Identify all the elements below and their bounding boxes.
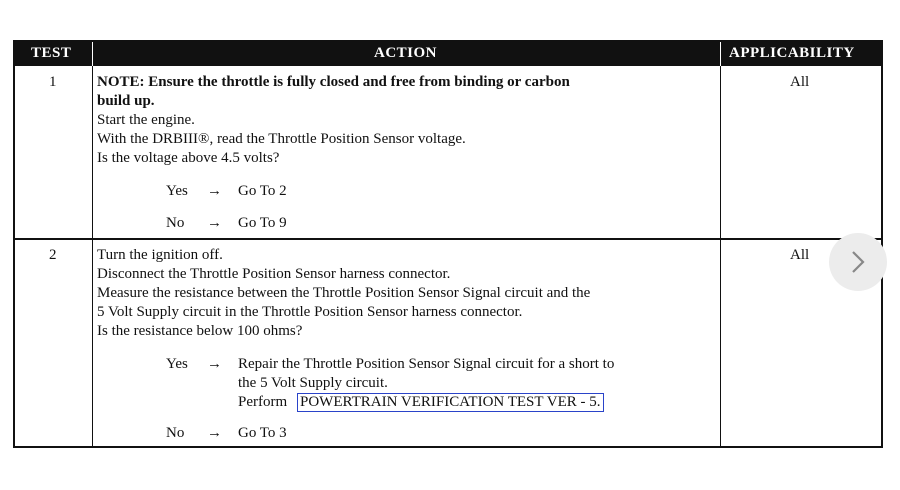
perform-label: Perform: [238, 394, 288, 410]
header-applicability: APPLICABILITY: [729, 45, 855, 61]
header-divider: [720, 42, 721, 66]
no-label: No: [166, 425, 185, 441]
applicability-value: All: [790, 74, 810, 90]
yes-result-line: the 5 Volt Supply circuit.: [238, 375, 388, 391]
action-line: Is the resistance below 100 ohms?: [97, 323, 303, 339]
applicability-value: All: [790, 247, 810, 263]
no-result: Go To 9: [238, 215, 287, 231]
yes-label: Yes: [166, 183, 188, 199]
action-line: Start the engine.: [97, 112, 195, 128]
action-line: With the DRBIII®, read the Throttle Position Sensor voltage.: [97, 131, 466, 147]
action-line: Disconnect the Throttle Position Sensor harness connector.: [97, 266, 451, 282]
diagnostic-table: [13, 40, 883, 448]
action-line: Turn the ignition off.: [97, 247, 223, 263]
header-action: ACTION: [374, 45, 438, 61]
next-page-button[interactable]: [829, 233, 887, 291]
yes-result: Go To 2: [238, 183, 287, 199]
action-line: 5 Volt Supply circuit in the Throttle Position Sensor harness connector.: [97, 304, 523, 320]
header-test: TEST: [31, 45, 72, 61]
arrow-right-icon: →: [207, 215, 222, 231]
yes-label: Yes: [166, 356, 188, 372]
arrow-right-icon: →: [207, 183, 222, 199]
arrow-right-icon: →: [207, 356, 222, 372]
action-line: Is the voltage above 4.5 volts?: [97, 150, 280, 166]
action-line: Measure the resistance between the Throttle Position Sensor Signal circuit and the: [97, 285, 591, 301]
chevron-right-icon: [849, 249, 867, 275]
note-text: NOTE: Ensure the throttle is fully closed and free from binding or carbon: [97, 74, 570, 90]
column-divider: [720, 66, 721, 448]
header-divider: [92, 42, 93, 66]
table-header: [15, 42, 881, 66]
arrow-right-icon: →: [207, 425, 222, 441]
verification-test-link[interactable]: POWERTRAIN VERIFICATION TEST VER - 5.: [297, 393, 604, 412]
no-result: Go To 3: [238, 425, 287, 441]
column-divider: [92, 66, 93, 448]
yes-result-line: Repair the Throttle Position Sensor Signal circuit for a short to: [238, 356, 615, 372]
test-number: 1: [49, 74, 57, 90]
no-label: No: [166, 215, 185, 231]
row-divider: [15, 238, 881, 240]
note-text-continued: build up.: [97, 93, 155, 109]
test-number: 2: [49, 247, 57, 263]
